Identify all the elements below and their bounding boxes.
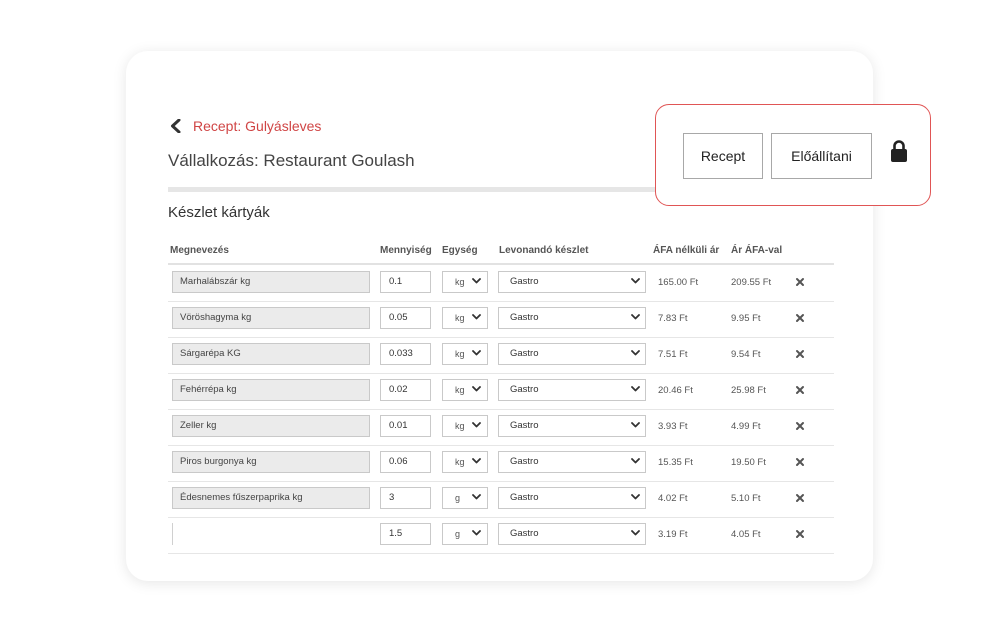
stock-value: Gastro bbox=[510, 492, 539, 503]
column-header-stock: Levonandó készlet bbox=[499, 245, 589, 256]
recept-button[interactable]: Recept bbox=[683, 133, 763, 179]
stock-value: Gastro bbox=[510, 276, 539, 287]
unit-select[interactable] bbox=[442, 415, 488, 437]
stock-select[interactable] bbox=[498, 487, 646, 509]
chevron-down-icon bbox=[631, 458, 640, 464]
unit-select[interactable] bbox=[442, 523, 488, 545]
quantity-input[interactable]: 0.06 bbox=[380, 451, 431, 473]
close-icon[interactable] bbox=[794, 420, 806, 432]
ingredient-name-field[interactable]: Vöröshagyma kg bbox=[172, 307, 370, 329]
unit-select[interactable] bbox=[442, 379, 488, 401]
unit-select[interactable] bbox=[442, 451, 488, 473]
chevron-down-icon bbox=[631, 386, 640, 392]
net-price: 20.46 Ft bbox=[658, 385, 693, 396]
chevron-down-icon bbox=[631, 278, 640, 284]
chevron-down-icon bbox=[472, 530, 481, 536]
chevron-down-icon bbox=[631, 530, 640, 536]
divider bbox=[168, 187, 708, 192]
close-icon[interactable] bbox=[794, 384, 806, 396]
close-icon[interactable] bbox=[794, 456, 806, 468]
table-row bbox=[168, 265, 834, 302]
table-row bbox=[168, 301, 834, 338]
table-row bbox=[168, 409, 834, 446]
table-row bbox=[168, 517, 834, 554]
stock-select[interactable] bbox=[498, 379, 646, 401]
chevron-down-icon bbox=[631, 350, 640, 356]
stock-select[interactable] bbox=[498, 271, 646, 293]
stock-value: Gastro bbox=[510, 456, 539, 467]
close-icon[interactable] bbox=[794, 492, 806, 504]
stock-value: Gastro bbox=[510, 384, 539, 395]
unit-value: kg bbox=[455, 457, 465, 467]
unit-select[interactable] bbox=[442, 271, 488, 293]
unit-value: g bbox=[455, 493, 461, 503]
chevron-down-icon bbox=[472, 350, 481, 356]
ingredient-name-field[interactable]: Marhalábszár kg bbox=[172, 271, 370, 293]
stock-value: Gastro bbox=[510, 312, 539, 323]
ingredient-name-field[interactable]: Édesnemes fűszerpaprika kg bbox=[172, 487, 370, 509]
quantity-input[interactable]: 3 bbox=[380, 487, 431, 509]
company-label: Vállalkozás: Restaurant Goulash bbox=[168, 151, 415, 170]
unit-value: kg bbox=[455, 277, 465, 287]
produce-button[interactable]: Előállítani bbox=[771, 133, 872, 179]
net-price: 165.00 Ft bbox=[658, 277, 699, 288]
table-row bbox=[168, 337, 834, 374]
gross-price: 209.55 Ft bbox=[731, 277, 772, 288]
net-price: 7.83 Ft bbox=[658, 313, 688, 324]
unit-value: g bbox=[455, 529, 461, 539]
recipe-breadcrumb-label[interactable]: Recept: Gulyásleves bbox=[193, 118, 322, 134]
close-icon[interactable] bbox=[794, 528, 806, 540]
quantity-input[interactable]: 0.1 bbox=[380, 271, 431, 293]
net-price: 15.35 Ft bbox=[658, 457, 693, 468]
lock-icon[interactable] bbox=[890, 139, 908, 163]
unit-value: kg bbox=[455, 313, 465, 323]
unit-value: kg bbox=[455, 421, 465, 431]
ingredient-name-field[interactable]: Sárgarépa KG bbox=[172, 343, 370, 365]
stock-select[interactable] bbox=[498, 343, 646, 365]
gross-price: 25.98 Ft bbox=[731, 385, 766, 396]
unit-select[interactable] bbox=[442, 487, 488, 509]
chevron-down-icon bbox=[631, 314, 640, 320]
gross-price: 4.99 Ft bbox=[731, 421, 761, 432]
close-icon[interactable] bbox=[794, 312, 806, 324]
column-header-unit: Egység bbox=[442, 245, 478, 256]
action-popup bbox=[655, 104, 931, 206]
chevron-down-icon bbox=[472, 458, 481, 464]
back-link[interactable] bbox=[169, 118, 321, 134]
chevron-down-icon bbox=[631, 494, 640, 500]
column-header-name: Megnevezés bbox=[170, 245, 229, 256]
quantity-input[interactable]: 0.01 bbox=[380, 415, 431, 437]
ingredient-name-field[interactable]: Piros burgonya kg bbox=[172, 451, 370, 473]
chevron-left-icon bbox=[169, 119, 183, 133]
unit-select[interactable] bbox=[442, 343, 488, 365]
stock-select[interactable] bbox=[498, 307, 646, 329]
chevron-down-icon bbox=[472, 422, 481, 428]
chevron-down-icon bbox=[472, 278, 481, 284]
gross-price: 9.95 Ft bbox=[731, 313, 761, 324]
stock-select[interactable] bbox=[498, 451, 646, 473]
column-header-net-price: ÁFA nélküli ár bbox=[653, 245, 720, 256]
quantity-input[interactable]: 0.033 bbox=[380, 343, 431, 365]
quantity-input[interactable]: 1.5 bbox=[380, 523, 431, 545]
gross-price: 19.50 Ft bbox=[731, 457, 766, 468]
unit-value: kg bbox=[455, 385, 465, 395]
table-row bbox=[168, 373, 834, 410]
chevron-down-icon bbox=[472, 494, 481, 500]
unit-select[interactable] bbox=[442, 307, 488, 329]
stock-select[interactable] bbox=[498, 415, 646, 437]
close-icon[interactable] bbox=[794, 348, 806, 360]
gross-price: 9.54 Ft bbox=[731, 349, 761, 360]
stock-value: Gastro bbox=[510, 528, 539, 539]
gross-price: 5.10 Ft bbox=[731, 493, 761, 504]
table-row bbox=[168, 445, 834, 482]
net-price: 7.51 Ft bbox=[658, 349, 688, 360]
quantity-input[interactable]: 0.05 bbox=[380, 307, 431, 329]
ingredient-name-field[interactable] bbox=[172, 523, 370, 545]
chevron-down-icon bbox=[472, 314, 481, 320]
chevron-down-icon bbox=[631, 422, 640, 428]
column-header-quantity: Mennyiség bbox=[380, 245, 432, 256]
stock-select[interactable] bbox=[498, 523, 646, 545]
section-title: Készlet kártyák bbox=[168, 204, 270, 221]
net-price: 3.19 Ft bbox=[658, 529, 688, 540]
close-icon[interactable] bbox=[794, 276, 806, 288]
net-price: 4.02 Ft bbox=[658, 493, 688, 504]
gross-price: 4.05 Ft bbox=[731, 529, 761, 540]
unit-value: kg bbox=[455, 349, 465, 359]
ingredient-name-field[interactable]: Fehérrépa kg bbox=[172, 379, 370, 401]
ingredient-name-field[interactable]: Zeller kg bbox=[172, 415, 370, 437]
chevron-down-icon bbox=[472, 386, 481, 392]
column-header-gross-price: Ár ÁFA-val bbox=[731, 245, 783, 256]
stock-value: Gastro bbox=[510, 348, 539, 359]
net-price: 3.93 Ft bbox=[658, 421, 688, 432]
stock-value: Gastro bbox=[510, 420, 539, 431]
table-row bbox=[168, 481, 834, 518]
quantity-input[interactable]: 0.02 bbox=[380, 379, 431, 401]
